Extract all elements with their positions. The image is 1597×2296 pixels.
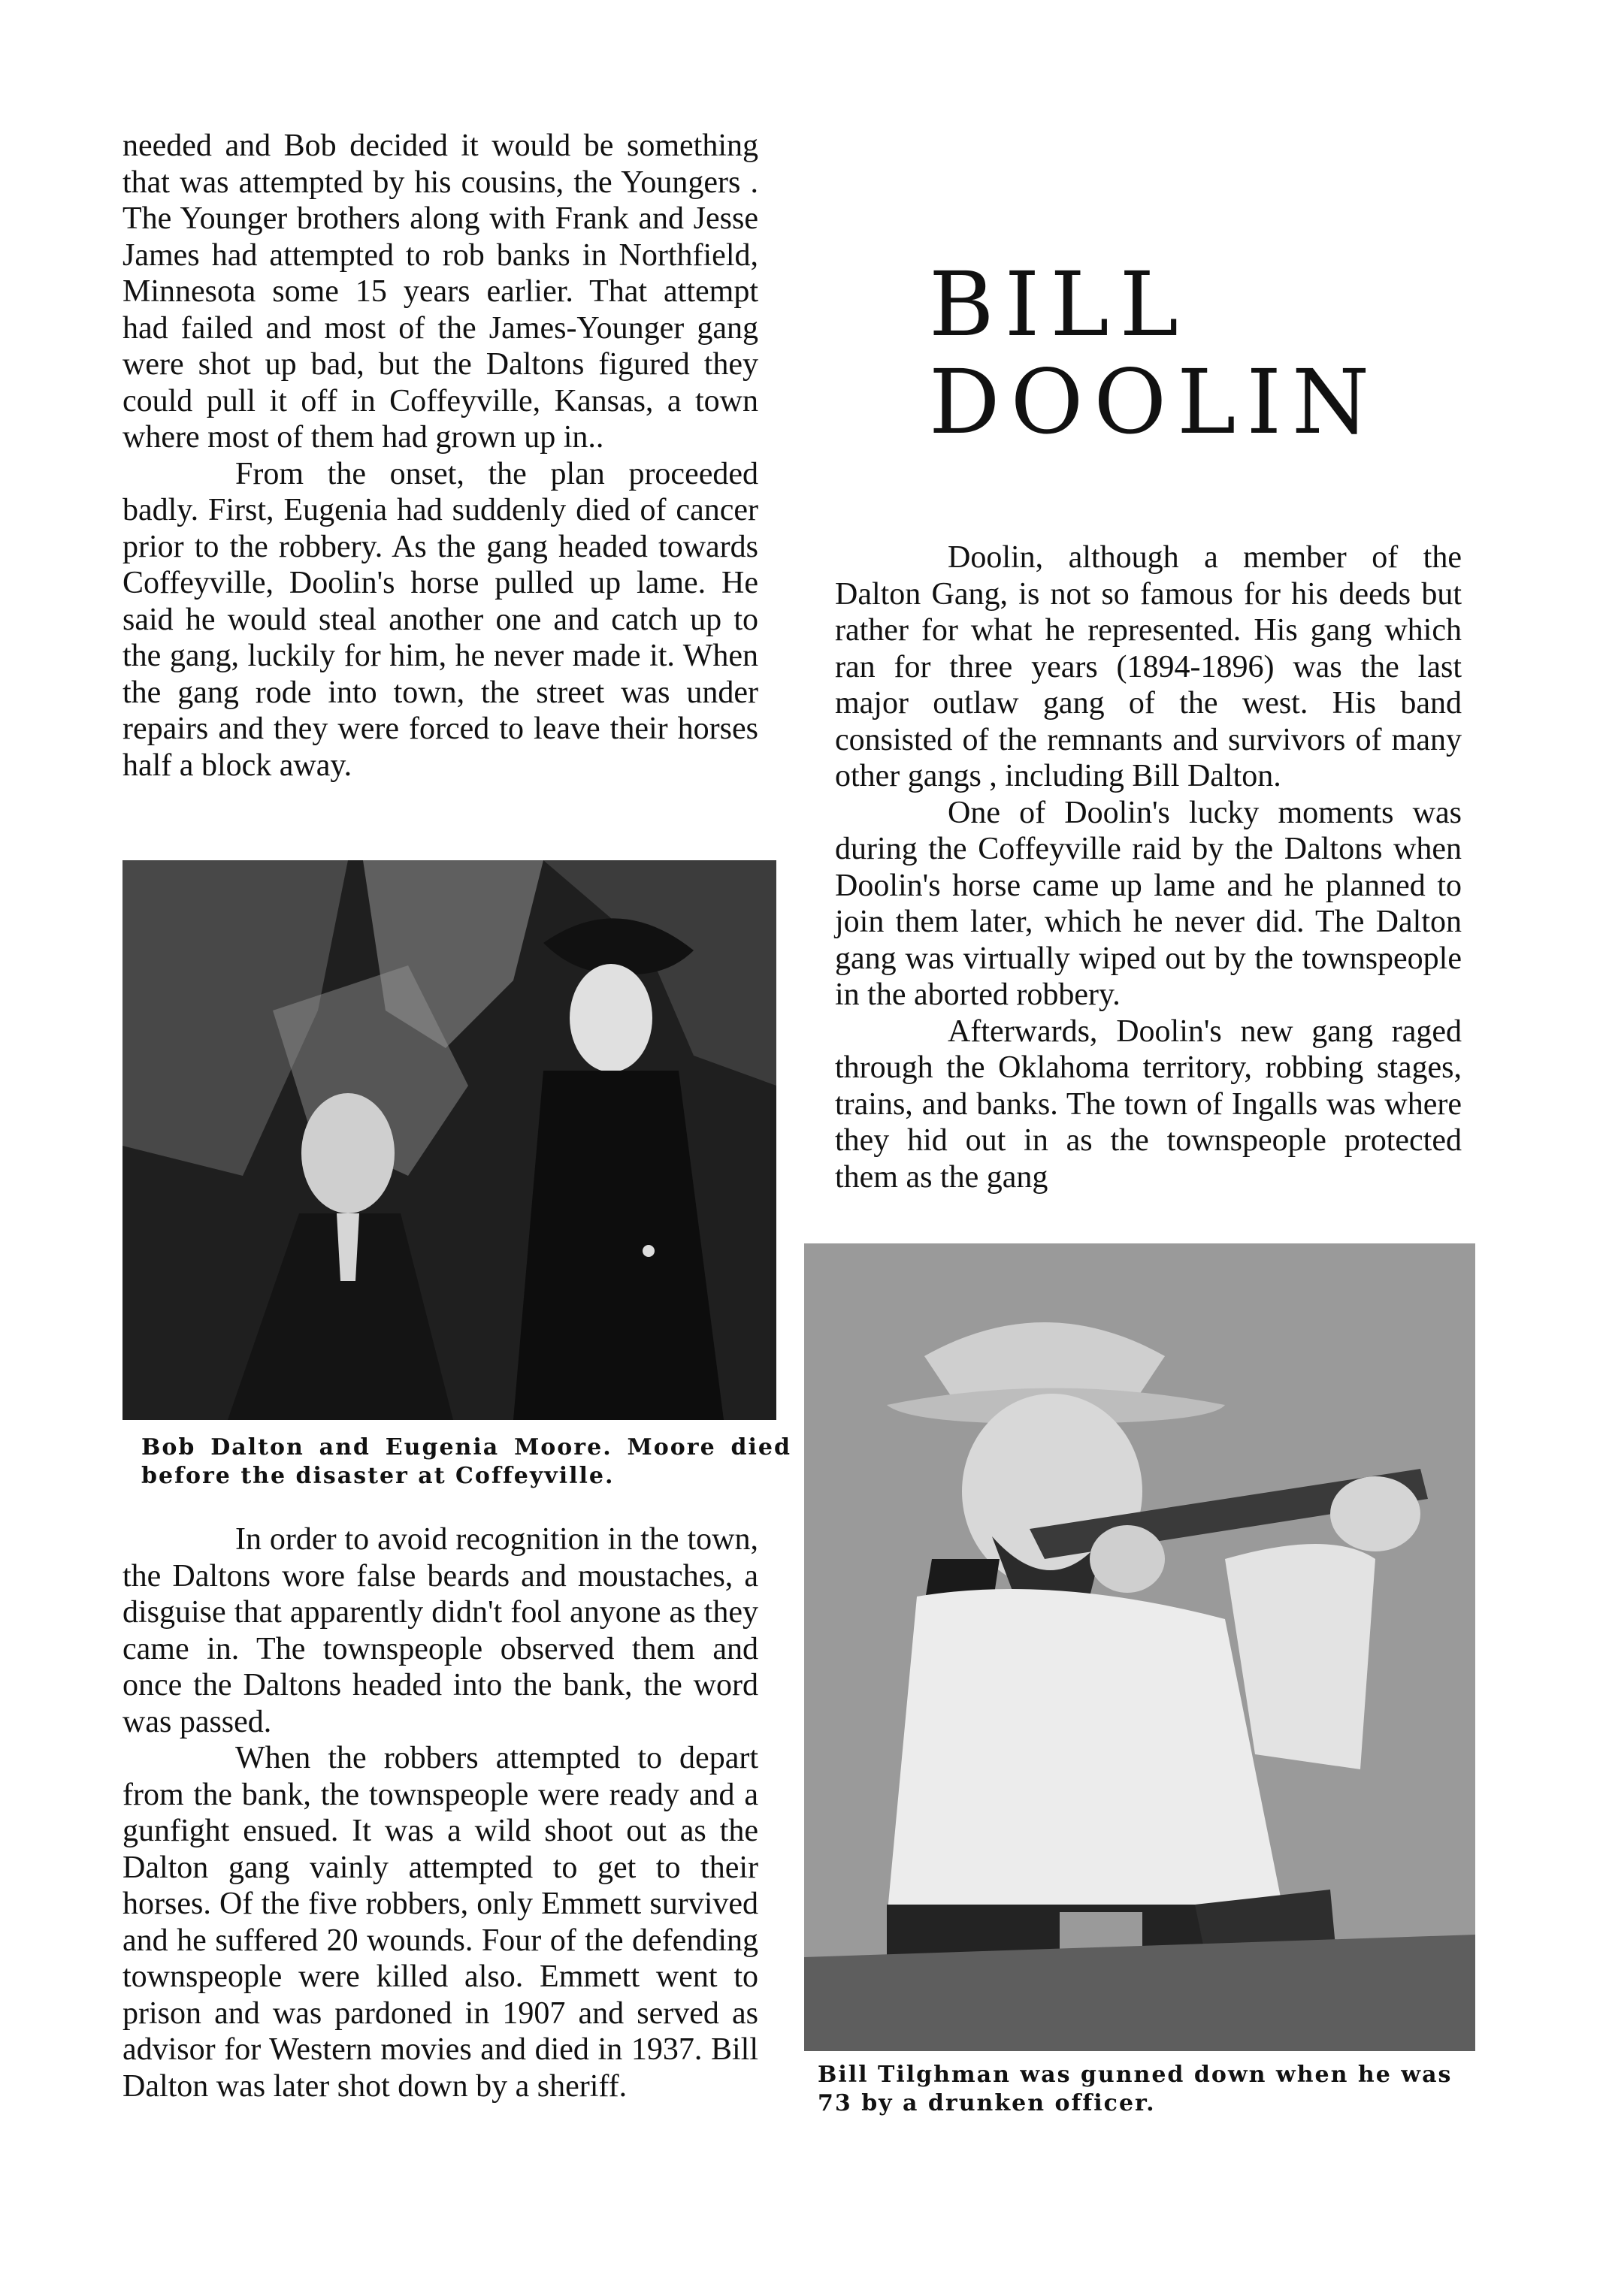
right-paragraph-2: One of Doolin's lucky moments was during the Coffeyville raid by the Daltons when Doolin's horse came up lame and he planned to join them later, which he never did. The Dalton gang was virtually wiped out by the townspeople in the aborted robbery. xyxy=(835,795,1462,1012)
left-paragraph-4: When the robbers attempted to depart from the bank, the townspeople were ready and a gunfight ensued. It was a wild shoot out as the Dalton gang vainly attempted to get to their horses. Of the five robbers, only Emmett survived and he suffered 20 wounds. Four of the defending townspeople were killed also. Emmett went to prison and was pardoned in 1907 and served as advisor for Western movies and died in 1937. Bill Dalton was later shot down by a sheriff. xyxy=(122,1741,758,2104)
right-paragraph-3: Afterwards, Doolin's new gang raged through the Oklahoma territory, robbing stages, trains, and banks. The town of Ingalls was where they hid out in as the townspeople protected them as the gang xyxy=(835,1014,1462,1195)
photo-bill-tilghman xyxy=(804,1243,1475,2051)
article-title-line-2: DOOLIN xyxy=(929,350,1381,454)
photo-bob-dalton-eugenia-moore xyxy=(122,860,776,1420)
photo-bob-dalton-eugenia-moore-image xyxy=(122,860,776,1420)
left-column-top xyxy=(122,128,758,784)
right-column-text xyxy=(835,539,1462,1195)
left-paragraph-2: From the onset, the plan proceeded badly. First, Eugenia had suddenly died of cancer prior to the robbery. As the gang headed towards Coffeyville, Doolin's horse pulled up lame. He said he would steal another one and catch up to the gang, luckily for him, he never made it. When the gang rode into town, the street was under repairs and they were forced to leave their horses half a block away. xyxy=(122,456,758,783)
article-title-line-1: BILL xyxy=(929,252,1190,356)
left-column-bottom xyxy=(122,1521,758,2104)
right-photo-caption: Bill Tilghman was gunned down when he was 73 by a drunken officer. xyxy=(818,2062,1453,2116)
left-paragraph-1: needed and Bob decided it would be something that was attempted by his cousins, the Youngers . The Younger brothers along with Frank and Jesse James had attempted to rob banks in Northfield, Minnesota some 15 years earlier. That attempt had failed and most of the James-Younger gang were shot up bad, but the Daltons figured they could pull it off in Coffeyville, Kansas, a town where most of them had grown up in.. xyxy=(122,128,758,455)
photo-bill-tilghman-image xyxy=(804,1243,1475,2051)
left-paragraph-3: In order to avoid recognition in the town, the Daltons wore false beards and moustaches, a disguise that apparently didn't fool anyone as they came in. The townspeople observed them and once the Daltons headed into the bank, the word was passed. xyxy=(122,1522,758,1739)
left-photo-caption: Bob Dalton and Eugenia Moore. Moore died before the disaster at Coffeyville. xyxy=(141,1434,791,1489)
right-paragraph-1: Doolin, although a member of the Dalton Gang, is not so famous for his deeds but rather for what he represented. His gang which ran for three years (1894-1896) was the last major outlaw gang of the west. His band consisted of the remnants and survivors of many other gangs , including Bill Dalton. xyxy=(835,540,1462,793)
article-title xyxy=(929,252,1381,454)
